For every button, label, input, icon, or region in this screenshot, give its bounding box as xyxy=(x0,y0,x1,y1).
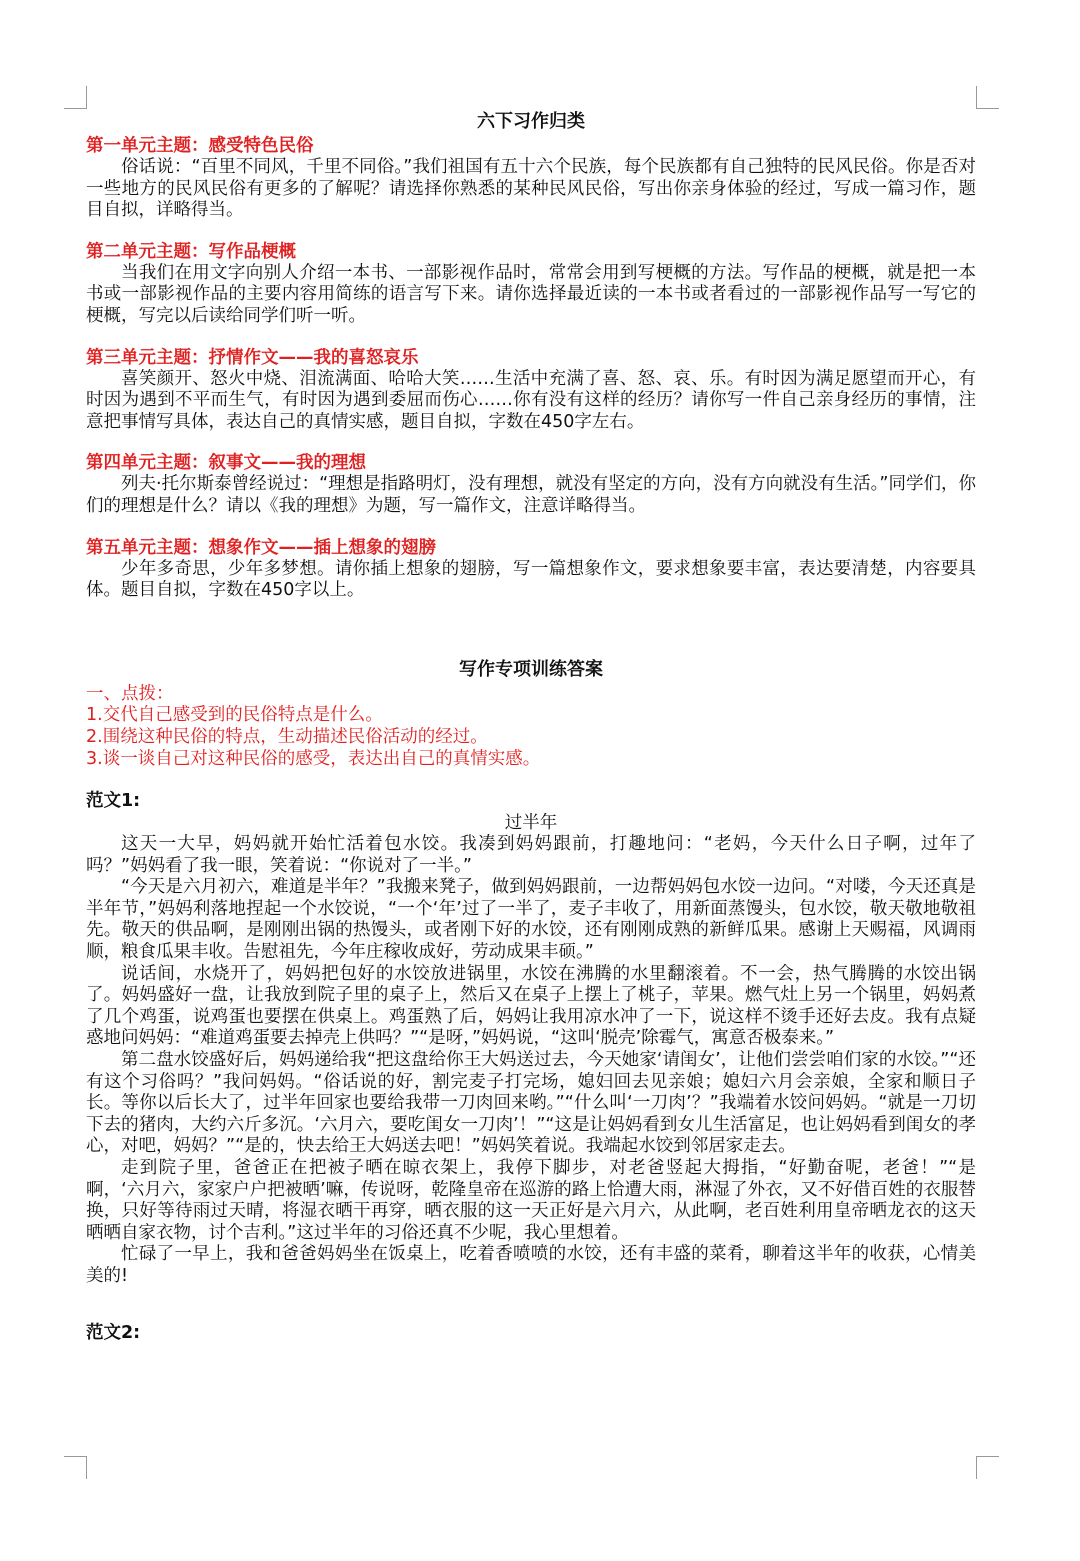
essay-paragraph: 说话间，水烧开了，妈妈把包好的水饺放进锅里，水饺在沸腾的水里翻滚着。不一会，热气腾腾的水饺出锅了。妈妈盛好一盘，让我放到院子里的桌子上，然后又在桌子上摆上了桃子，苹果。燃气灶上另一个锅里，妈妈煮了几个鸡蛋，说鸡蛋也要摆在供桌上。鸡蛋熟了后，妈妈让我用凉水冲了一下，说这样不烫手还好去皮。我有点疑惑地问妈妈：“难道鸡蛋要去掉壳上供吗？”“是呀，”妈妈说，“这叫‘脱壳’除霉气，寓意否极泰来。” xyxy=(86,963,976,1049)
document-content xyxy=(86,108,976,1344)
hint-item: 2.围绕这种民俗的特点，生动描述民俗活动的经过。 xyxy=(86,726,488,747)
unit-section-5 xyxy=(86,538,976,602)
essay-paragraph: 走到院子里，爸爸正在把被子晒在晾衣架上，我停下脚步，对老爸竖起大拇指，“好勤奋呢，老爸！”“是啊，‘六月六，家家户户把被晒’嘛，传说呀，乾隆皇帝在巡游的路上恰遭大雨，淋湿了外衣，又不好借百姓的衣服替换，只好等待雨过天晴，将湿衣晒干再穿，晒衣服的这一天正好是六月六，从此啊，老百姓利用皇帝晒龙衣的这天晒晒自家衣物，讨个吉利。”这过半年的习俗还真不少呢，我心里想着。 xyxy=(86,1158,976,1243)
sample-1-title: 过半年 xyxy=(504,813,558,834)
unit-section-4 xyxy=(86,453,976,517)
essay-paragraph: “今天是六月初六，难道是半年？”我搬来凳子，做到妈妈跟前，一边帮妈妈包水饺一边问。“对喽，今天还真是半年节，”妈妈利落地捏起一个水饺说，“一个‘年’过了一半了，麦子丰收了，用新面蒸馒头，包水饺，敬天敬地敬祖先。敬天的供品啊，是刚刚出锅的热馒头，或者刚下好的水饺，还有刚刚成熟的新鲜瓜果。感谢上天赐福，风调雨顺，粮食瓜果丰收。告慰祖先，今年庄稼收成好，劳动成果丰硕。” xyxy=(86,877,976,963)
unit-heading: 第五单元主题：想象作文——插上想象的翅膀 xyxy=(86,537,436,558)
corner-mark-top-right xyxy=(976,86,999,109)
unit-section-2 xyxy=(86,242,976,328)
answers-title: 写作专项训练答案 xyxy=(459,658,603,680)
essay-paragraph: 忙碌了一早上，我和爸爸妈妈坐在饭桌上，吃着香喷喷的水饺，还有丰盛的菜肴，聊着这半年的收获，心情美美的! xyxy=(86,1244,976,1286)
hint-item: 1.交代自己感受到的民俗特点是什么。 xyxy=(86,705,383,726)
unit-body: 列夫·托尔斯泰曾经说过：“理想是指路明灯，没有理想，就没有坚定的方向，没有方向就没有生活。”同学们，你们的理想是什么？请以《我的理想》为题，写一篇作文，注意详略得当。 xyxy=(86,474,976,516)
hint-item: 3.谈一谈自己对这种民俗的感受，表达出自己的真情实感。 xyxy=(86,748,541,769)
unit-body: 俗话说：“百里不同风，千里不同俗。”我们祖国有五十六个民族，每个民族都有自己独特的民风民俗。你是否对一些地方的民风民俗有更多的了解呢？请选择你熟悉的某种民风民俗，写出你亲身体验的经过，写成一篇习作，题目自拟，详略得当。 xyxy=(86,157,976,221)
unit-heading: 第一单元主题：感受特色民俗 xyxy=(86,136,314,156)
unit-body: 喜笑颜开、怒火中烧、泪流满面、哈哈大笑……生活中充满了喜、怒、哀、乐。有时因为满足愿望而开心，有时因为遇到不平而生气，有时因为遇到委屈而伤心……你有没有这样的经历？请你写一件自己亲身经历的事情，注意把事情写具体，表达自己的真情实感，题目自拟，字数在450字左右。 xyxy=(86,368,976,432)
unit-body: 少年多奇思，少年多梦想。请你插上想象的翅膀，写一篇想象作文，要求想象要丰富，表达要清楚，内容要具体。题目自拟，字数在450字以上。 xyxy=(86,558,976,601)
unit-heading: 第三单元主题：抒情作文——我的喜怒哀乐 xyxy=(86,347,419,368)
document-title: 六下习作归类 xyxy=(477,111,585,132)
essay-paragraph: 第二盘水饺盛好后，妈妈递给我“把这盘给你王大妈送过去，今天她家‘请闺女’，让他们尝尝咱们家的水饺。”“还有这个习俗吗？”我问妈妈。“俗话说的好，割完麦子打完场，媳妇回去见亲娘；媳妇六月会亲娘，全家和顺日子长。等你以后长大了，过半年回家也要给我带一刀肉回来哟。”“什么叫‘一刀肉’？”我端着水饺问妈妈。“就是一刀切下去的猪肉，大约六斤多沉。‘六月六，要吃闺女一刀肉’！”“这是让妈妈看到女儿生活富足，也让妈妈看到闺女的孝心，对吧，妈妈？”“是的，快去给王大妈送去吧！”妈妈笑着说。我端起水饺到邻居家走去。 xyxy=(86,1050,976,1157)
corner-mark-bottom-right xyxy=(976,1456,999,1479)
sample-2-label: 范文2: xyxy=(86,1322,141,1343)
unit-section-3 xyxy=(86,348,976,434)
unit-section-1 xyxy=(86,136,976,222)
hint-heading: 一、点拨： xyxy=(86,683,174,704)
sample-1-label: 范文1: xyxy=(86,791,141,812)
corner-mark-top-left xyxy=(64,86,87,109)
unit-heading: 第二单元主题：写作品梗概 xyxy=(86,241,296,262)
unit-body: 当我们在用文字向别人介绍一本书、一部影视作品时，常常会用到写梗概的方法。写作品的梗概，就是把一本书或一部影视作品的主要内容用简练的语言写下来。请你选择最近读的一本书或者看过的一部影视作品写一写它的梗概，写完以后读给同学们听一听。 xyxy=(86,262,976,326)
essay-paragraph: 这天一大早，妈妈就开始忙活着包水饺。我凑到妈妈跟前，打趣地问：“老妈，今天什么日子啊，过年了吗？”妈妈看了我一眼，笑着说：“你说对了一半。” xyxy=(86,834,976,876)
unit-heading: 第四单元主题：叙事文——我的理想 xyxy=(86,453,366,474)
corner-mark-bottom-left xyxy=(64,1456,87,1479)
